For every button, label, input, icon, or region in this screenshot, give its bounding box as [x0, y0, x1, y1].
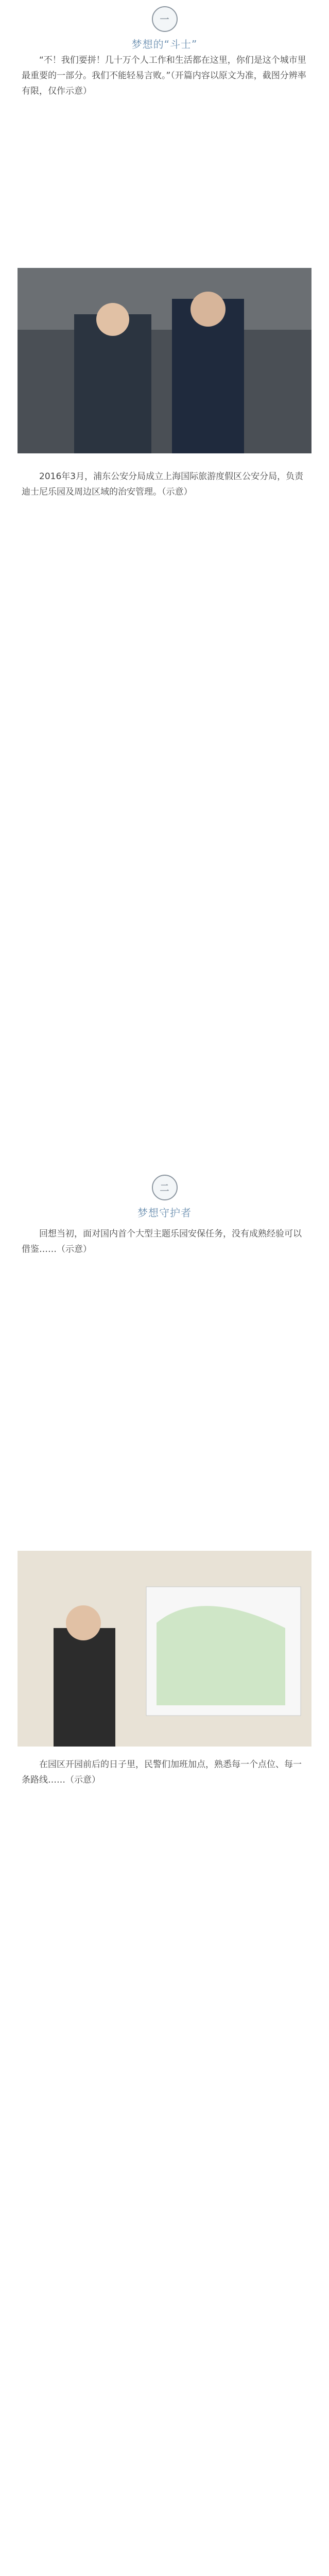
photo-image [18, 1551, 311, 1747]
section-header-1 [0, 6, 329, 51]
section-badge: 二 [152, 1175, 178, 1200]
paragraph: 2016年3月，浦东公安分局成立上海国际旅游度假区公安分局，负责迪士尼乐园及周边区域的治安管理。（示意） [22, 471, 304, 497]
section-title: 梦想守护者 [137, 1207, 192, 1219]
paragraph: “不！我们要拼！几十万个人工作和生活都在这里，你们是这个城市里最重要的一部分。我们不能轻易言败。”（开篇内容以原文为准，截图分辨率有限，仅作示意） [22, 55, 306, 96]
photo-image [18, 268, 311, 453]
paragraph: 回想当初，面对国内首个大型主题乐园安保任务，没有成熟经验可以借鉴……（示意） [22, 1229, 302, 1255]
section-header-2 [0, 1175, 329, 1219]
section-title: 梦想的“斗士” [131, 38, 198, 50]
photo-officers [18, 268, 311, 453]
paragraph: 在园区开园前后的日子里，民警们加班加点，熟悉每一个点位、每一条路线……（示意） [22, 1759, 302, 1785]
photo-office [18, 1551, 311, 1747]
section-badge: 一 [152, 6, 178, 32]
